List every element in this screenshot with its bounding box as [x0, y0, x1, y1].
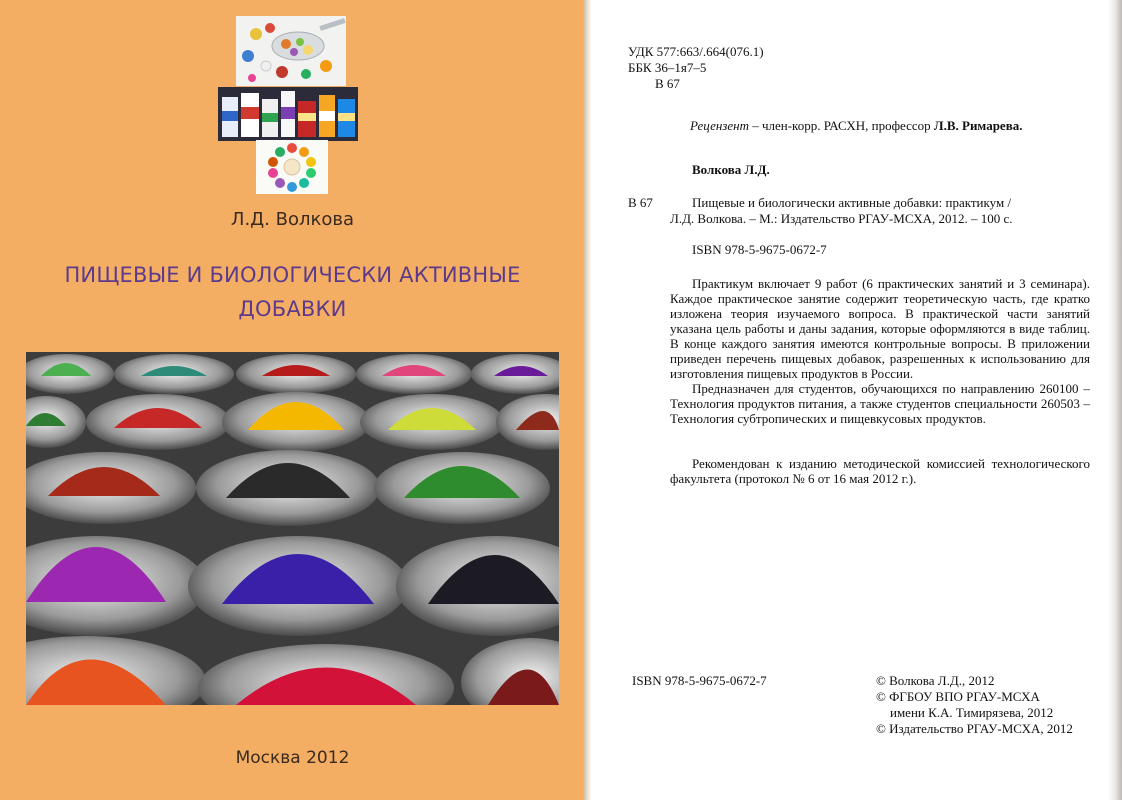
isbn-top: ISBN 978-5-9675-0672-7	[692, 242, 827, 257]
colored-powders-photo	[26, 352, 559, 705]
isbn-bottom: ISBN 978-5-9675-0672-7	[632, 673, 767, 688]
cover-title-line: ДОБАВКИ	[238, 297, 347, 321]
reviewer-role: Рецензент	[690, 118, 749, 133]
copyright-line: © Издательство РГАУ-МСХА, 2012	[876, 721, 1073, 736]
copyright-line: © ФГБОУ ВПО РГАУ-МСХА	[876, 689, 1040, 704]
bibliographic-entry-line: Пищевые и биологически активные добавки: практикум /	[692, 195, 1012, 210]
copyright-line: © Волкова Л.Д., 2012	[876, 673, 995, 688]
reviewer-name: Л.В. Римарева.	[933, 118, 1023, 133]
reviewer-line	[690, 118, 1022, 134]
abstract-paragraph: Практикум включает 9 работ (6 практических занятий и 3 семинара). Каждое практическое занятие содержит теоретическую часть, где кратко изложена теория изучаемого вопроса. В практической части занятий указана цель работы и даны задания, которые оформляются в виде таблиц. В конце каждого занятия имеются контрольные вопросы. В приложении приведен перечень пищевых добавок, разрешенных к использованию для изготовления пищевых продуктов в России.	[670, 276, 1090, 381]
cover-title-line: ПИЩЕВЫЕ И БИОЛОГИЧЕСКИ АКТИВНЫЕ	[64, 263, 521, 287]
author-heading: Волкова Л.Д.	[692, 162, 770, 177]
entry-code: В 67	[628, 195, 653, 210]
recommendation-paragraph: Рекомендован к изданию методической комиссией технологического факультета (протокол № 6 от 16 мая 2012 г.).	[670, 456, 1090, 486]
page-edge-shadow	[1108, 0, 1122, 800]
cover-title	[20, 258, 565, 326]
cover-city-year: Москва 2012	[235, 748, 350, 768]
author-sign-code: В 67	[655, 76, 680, 91]
bibliographic-entry-line: Л.Д. Волкова. – М.: Издательство РГАУ-МСХА, 2012. – 100 с.	[670, 211, 1013, 226]
book-spine-gutter	[583, 0, 592, 800]
reviewer-text: – член-корр. РАСХН, профессор	[748, 118, 934, 133]
udk-code: УДК 577:663/.664(076.1)	[628, 44, 764, 59]
pills-spoon-image	[236, 16, 346, 86]
copyright-line: имени К.А. Тимирязева, 2012	[890, 705, 1054, 720]
supplement-bottles-image	[218, 87, 358, 141]
cover-author: Л.Д. Волкова	[230, 209, 355, 230]
audience-paragraph: Предназначен для студентов, обучающихся по направлению 260100 – Технология продуктов питания, а также студентов специальности 260503 – Технология субтропических и пищевкусовых продуктов.	[670, 381, 1090, 426]
vitamins-circle-image	[256, 140, 328, 194]
bbk-code: ББК 36–1я7–5	[628, 60, 707, 75]
